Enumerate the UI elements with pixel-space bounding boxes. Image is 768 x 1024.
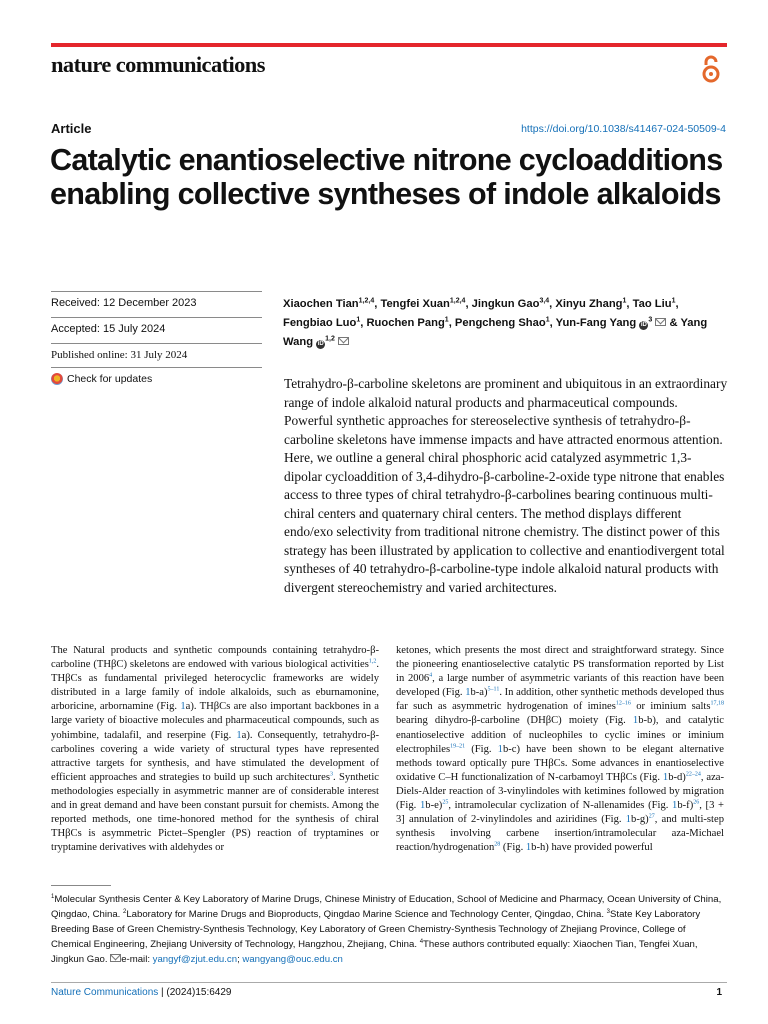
figure-link[interactable]: 1 <box>419 800 426 812</box>
author-name[interactable]: Tao Liu <box>632 298 672 310</box>
author-name[interactable]: Ruochen Pang <box>366 317 445 329</box>
reference-link[interactable]: 25 <box>442 799 449 806</box>
article-type-label: Article <box>51 121 92 136</box>
check-for-updates-label: Check for updates <box>67 373 153 385</box>
divider <box>51 343 262 344</box>
orcid-icon[interactable]: iD <box>640 322 647 328</box>
figure-link[interactable]: 1 <box>465 687 471 699</box>
divider <box>51 291 262 292</box>
email-icon[interactable] <box>655 318 666 326</box>
published-date: Published online: 31 July 2024 <box>51 349 188 361</box>
body-column-right: ketones, which presents the most direct and straightforward strategy. Since the pioneering enantioselective catalytic PS transformation reported by List in 2006$^4$, a large number of asymmetric variants of this reaction have been developed (Fig. 1b-a)$^{5-11}$. In addition, other synthetic methods developed thus far such as asymmetric hydrogenation of imines$^{12-16}$ or iminium salts$^{17,18}$ bearing dihydro-β-carboline (DHβC) moiety (Fig. 1b-b), and catalytic enantioselective addition of nucleophiles to cyclic imines or iminium electrophiles$^{19-21}$ (Fig. 1b-c) have been shown to be elegant alternative methods toward optically pure THβCs. Some advances in enantioselective oxidative C–H functionalization of N-carbamoyl THβCs (Fig. 1b-d)$^{22-24}$, aza-Diels-Alder reaction of 3-vinylindoles with ketimines followed by migration (Fig. 1b-e)$^{25}$, intramolecular cyclization of N-allenamides (Fig. 1b-f)$^{26}$, [3 + 3] annulation of 2-vinylindoles and aziridines (Fig. 1b-g)$^{27}$, and multi-step synthesis involving carbene insertion/intramolecular aza-Michael reaction/hydrogenation$^{28}$ (Fig. 1b-h) have provided powerful <box>396 645 725 854</box>
author-name[interactable]: Yun-Fang Yang <box>555 317 637 329</box>
crossmark-icon <box>51 373 63 385</box>
author-name[interactable]: Yang Wang <box>283 317 708 348</box>
divider <box>51 367 262 368</box>
reference-link[interactable]: 4 <box>429 672 433 679</box>
reference-link[interactable]: 27 <box>648 813 655 820</box>
reference-link[interactable]: 28 <box>494 841 501 848</box>
received-date: Received: 12 December 2023 <box>51 297 197 309</box>
reference-link[interactable]: 12–16 <box>615 700 631 707</box>
doi-link[interactable]: https://doi.org/10.1038/s41467-024-50509-4 <box>521 123 726 135</box>
accepted-date: Accepted: 15 July 2024 <box>51 323 166 335</box>
check-for-updates-button[interactable] <box>51 373 152 385</box>
author-affiliation: 3,4 <box>539 297 550 305</box>
figure-link[interactable]: 1 <box>236 729 242 741</box>
author-affiliation: 1 <box>444 316 449 324</box>
journal-link[interactable]: Nature Communications <box>51 987 159 998</box>
reference-link[interactable]: 19–21 <box>450 743 466 750</box>
article-title: Catalytic enantioselective nitrone cycloadditions enabling collective syntheses of indole alkaloids <box>50 143 723 211</box>
reference-link[interactable]: 22–24 <box>685 771 701 778</box>
author-affiliation: 1 <box>356 316 361 324</box>
email-icon[interactable] <box>338 337 349 345</box>
header-accent-bar <box>51 43 727 47</box>
author-affiliation: 1 <box>622 297 627 305</box>
email-link[interactable]: yangyf@zjut.edu.cn <box>152 954 238 965</box>
author-name[interactable]: Fengbiao Luo <box>283 317 357 329</box>
author-affiliation: 3 <box>648 316 653 324</box>
open-access-icon[interactable] <box>700 54 722 84</box>
reference-link[interactable]: 5–11 <box>487 686 500 693</box>
reference-link[interactable]: 1,2 <box>368 658 377 665</box>
figure-link[interactable]: 1 <box>672 800 678 812</box>
author-name[interactable]: Pengcheng Shao <box>454 317 546 329</box>
author-affiliation: 1 <box>545 316 550 324</box>
affiliations: $^1$Molecular Synthesis Center & Key Laboratory of Marine Drugs, Chinese Ministry of Education, School of Medicine and Pharmacy, Ocean University of China, Qingdao, China. $^2$Laboratory for Marine Drugs and Bioproducts, Qingdao Marine Science and Technology Center, Qingdao, China. $^3$State Key Laboratory Breeding Base of Green Chemistry-Synthesis Technology, Key Laboratory of Green Chemistry-Synthesis Technology of Zhejiang Province, College of Chemical Engineering, Zhejiang University of Technology, Hangzhou, Zhejiang, China. $^4$These authors contributed equally: Xiaochen Tian, Tengfei Xuan, Jingkun Gao. e-mail: yangyf@zjut.edu.cn; wangyang@ouc.edu.cn <box>51 893 722 965</box>
figure-link[interactable]: 1 <box>525 842 532 854</box>
abstract: Tetrahydro-β-carboline skeletons are prominent and ubiquitous in an extraordinary range of indole alkaloid natural products and pharmaceutical compounds. Powerful synthetic approaches for stereoselective synthesis of tetrahydro-β-carboline skeletons have immense impacts and have attracted enormous attention. Here, we outline a general chiral phosphoric acid catalyzed asymmetric 1,3-dipolar cycloaddition of 3,4-dihydro-β-carboline-2-oxide type nitrone that enables access to three types of chiral tetrahydro-β-carbolines bearing continuous multi-chiral centers and quaternary chiral centers. The method displays different endo/exo selectivity from traditional nitrone chemistry. The distinct power of this strategy has been illustrated by application to collective and enantiodivergent total syntheses of 40 tetrahydro-β-carboline-type indole alkaloid natural products with divergent stereochemistry and varied architectures. <box>284 376 728 595</box>
figure-link[interactable]: 1 <box>632 715 639 727</box>
author-name[interactable]: Xiaochen Tian <box>283 298 359 310</box>
reference-link[interactable]: 26 <box>693 799 700 806</box>
footer-citation: Nature Communications | (2024)15:6429 <box>51 987 232 998</box>
footnote-divider <box>51 885 111 886</box>
figure-link[interactable]: 1 <box>497 743 503 755</box>
journal-logo: nature communications <box>51 52 265 77</box>
divider <box>51 317 262 318</box>
reference-link[interactable]: 17,18 <box>710 700 725 707</box>
email-link[interactable]: wangyang@ouc.edu.cn <box>242 954 343 965</box>
author-name[interactable]: Tengfei Xuan <box>380 298 450 310</box>
figure-link[interactable]: 1 <box>180 701 186 713</box>
author-affiliation: 1,2,4 <box>449 297 466 305</box>
author-name[interactable]: Xinyu Zhang <box>555 298 623 310</box>
reference-link[interactable]: 3 <box>329 771 333 778</box>
figure-link[interactable]: 1 <box>662 771 669 783</box>
orcid-icon[interactable]: iD <box>317 341 324 347</box>
author-name[interactable]: Jingkun Gao <box>471 298 540 310</box>
page-number: 1 <box>716 987 722 998</box>
body-column-left: The Natural products and synthetic compounds containing tetrahydro-β-carboline (THβC) skeletons are endowed with various biological activities$^{1,2}$. THβCs as fundamental privileged heterocyclic frameworks are widely distributed in a large family of indole alkaloids, such as eburnamonine, arboricine, arbornamine (Fig. 1a). THβCs are also important backbones in a large variety of bioactive molecules and pharmaceutical compounds, such as yohimbine, tadalafil, and reserpine (Fig. 1a). Consequently, tetrahydro-β-carbolines covering a wide variety of structural types have represented attractive targets for synthesis, and have stimulated the development of efficient approaches and strategies to build up such architectures$^3$. Synthetic methodologies especially in asymmetric manner are of considerable interest and in great demand and have been constant pursuit for chemists. Among the reported methods, one time-honored method for the synthesis of chiral THβCs is asymmetric Pictet–Spengler (PS) reaction of tryptamines or tryptamine derivatives with aldehydes or <box>51 645 380 854</box>
author-affiliation: 1 <box>671 297 676 305</box>
author-list: Xiaochen Tian$^{1,2,4}$, Tengfei Xuan$^{1,2,4}$, Jingkun Gao$^{3,4}$, Xinyu Zhang$^1$, Tao Liu$^1$, Fengbiao Luo$^1$, Ruochen Pang$^1$, Pengcheng Shao$^1$, Yun-Fang Yang $iD^3$ & Yang Wang iD$^{1,2}$ <box>283 297 708 348</box>
author-affiliation: 1,2,4 <box>358 297 375 305</box>
footer-divider <box>51 982 727 983</box>
figure-link[interactable]: 1 <box>625 814 632 826</box>
email-icon <box>110 954 121 962</box>
author-affiliation: 1,2 <box>325 335 335 343</box>
